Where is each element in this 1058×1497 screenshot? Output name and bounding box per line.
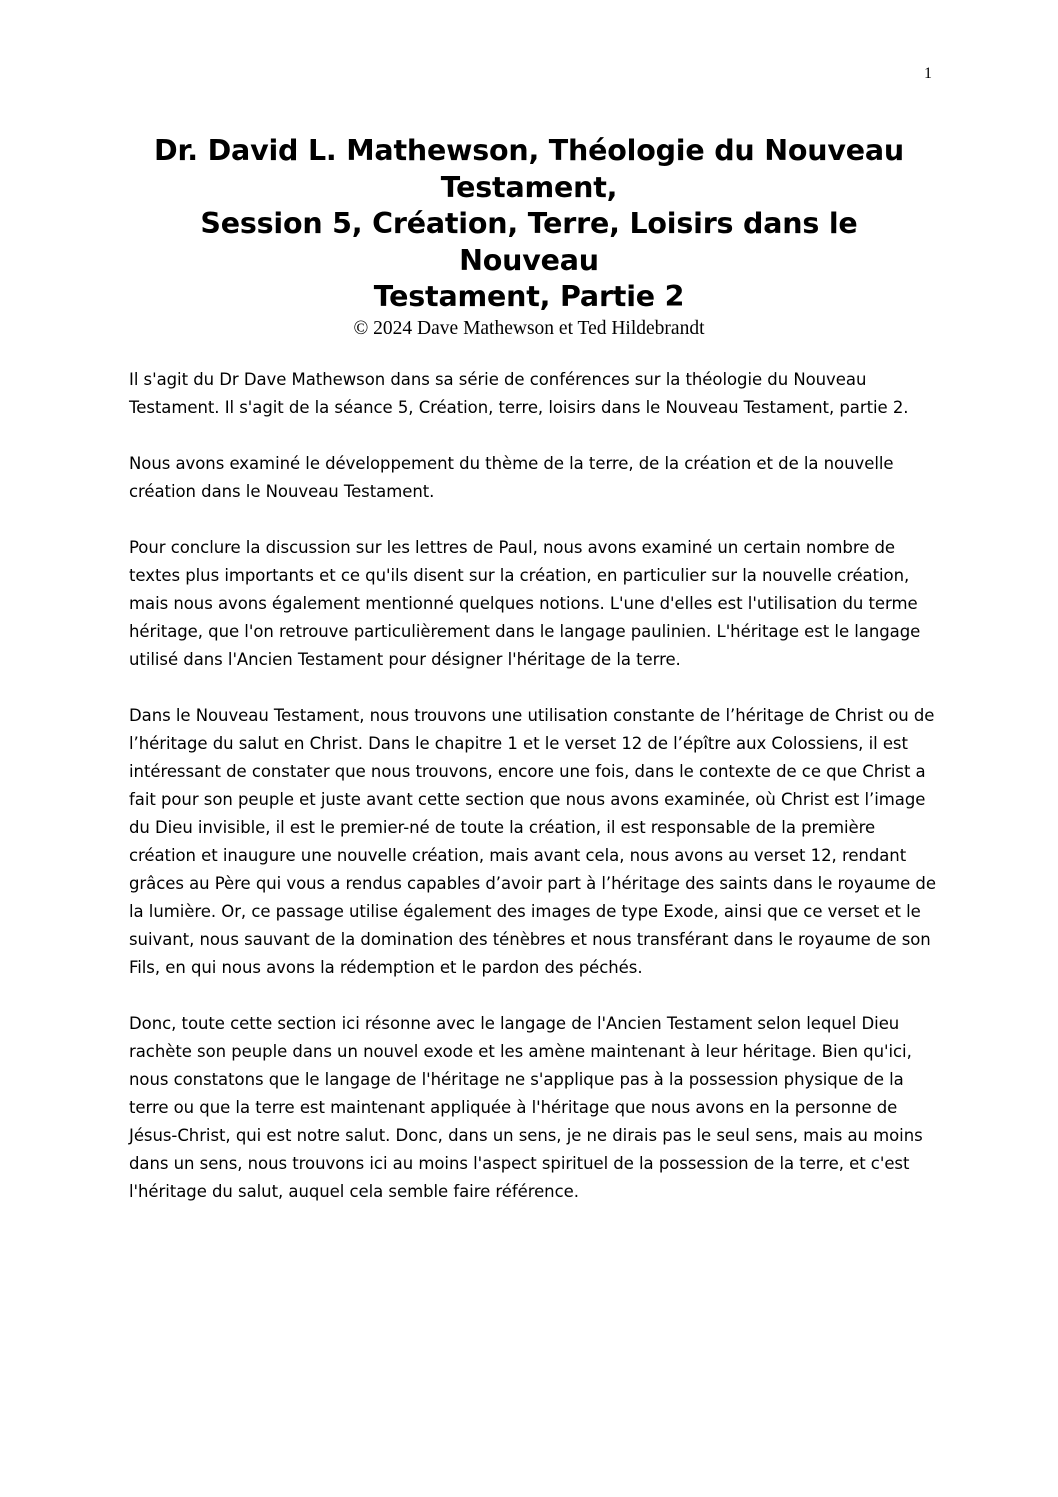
copyright-notice: © 2024 Dave Mathewson et Ted Hildebrandt bbox=[353, 317, 705, 339]
paragraph-3: Pour conclure la discussion sur les lettres de Paul, nous avons examiné un certain nombre de textes plus importants et ce qu'ils disent sur la création, en particulier sur la nouvelle création, mais nous avons également mentionné quelques notions. L'une d'elles est l'utilisation du terme héritage, que l'on retrouve particulièrement dans le langage paulinien. L'héritage est le langage utilisé dans l'Ancien Testament pour désigner l'héritage de la terre. bbox=[129, 538, 921, 669]
title-line-2: Testament, bbox=[440, 170, 618, 204]
title-line-1: Dr. David L. Mathewson, Théologie du Nouveau bbox=[154, 134, 904, 167]
paragraph-2: Nous avons examiné le développement du thème de la terre, de la création et de la nouvelle création dans le Nouveau Testament. bbox=[129, 454, 894, 501]
page-number: 1 bbox=[924, 65, 932, 82]
document-header bbox=[129, 133, 929, 341]
title-line-4: Testament, Partie 2 bbox=[373, 280, 685, 313]
title-line-3: Session 5, Création, Terre, Loisirs dans le Nouveau bbox=[200, 207, 858, 277]
paragraph-5: Donc, toute cette section ici résonne avec le langage de l'Ancien Testament selon lequel Dieu rachète son peuple dans un nouvel exode et les amène maintenant à leur héritage. Bien qu'ici, nous constatons que le langage de l'héritage ne s'applique pas à la possession physique de la terre ou que la terre est maintenant appliquée à l'héritage que nous avons en la personne de Jésus-Christ, qui est notre salut. Donc, dans un sens, je ne dirais pas le seul sens, mais au moins dans un sens, nous trouvons ici au moins l'aspect spirituel de la possession de la terre, et c'est l'héritage du salut, auquel cela semble faire référence. bbox=[129, 1014, 923, 1201]
document-body bbox=[129, 366, 939, 1234]
paragraph-1: Il s'agit du Dr Dave Mathewson dans sa série de conférences sur la théologie du Nouveau Testament. Il s'agit de la séance 5, Création, terre, loisirs dans le Nouveau Testament, partie 2. bbox=[129, 370, 909, 417]
paragraph-4: Dans le Nouveau Testament, nous trouvons une utilisation constante de l’héritage de Christ ou de l’héritage du salut en Christ. Dans le chapitre 1 et le verset 12 de l’épître aux Colossiens, il est intéressant de constater que nous trouvons, encore une fois, dans le contexte de ce que Christ a fait pour son peuple et juste avant cette section que nous avons examinée, où Christ est l’image du Dieu invisible, il est le premier-né de toute la création, il est responsable de la première création et inaugure une nouvelle création, mais avant cela, nous avons au verset 12, rendant grâces au Père qui vous a rendus capables d’avoir part à l’héritage des saints dans le royaume de la lumière. Or, ce passage utilise également des images de type Exode, ainsi que ce verset et le suivant, nous sauvant de la domination des ténèbres et nous transférant dans le royaume de son Fils, en qui nous avons la rédemption et le pardon des péchés. bbox=[129, 706, 936, 977]
